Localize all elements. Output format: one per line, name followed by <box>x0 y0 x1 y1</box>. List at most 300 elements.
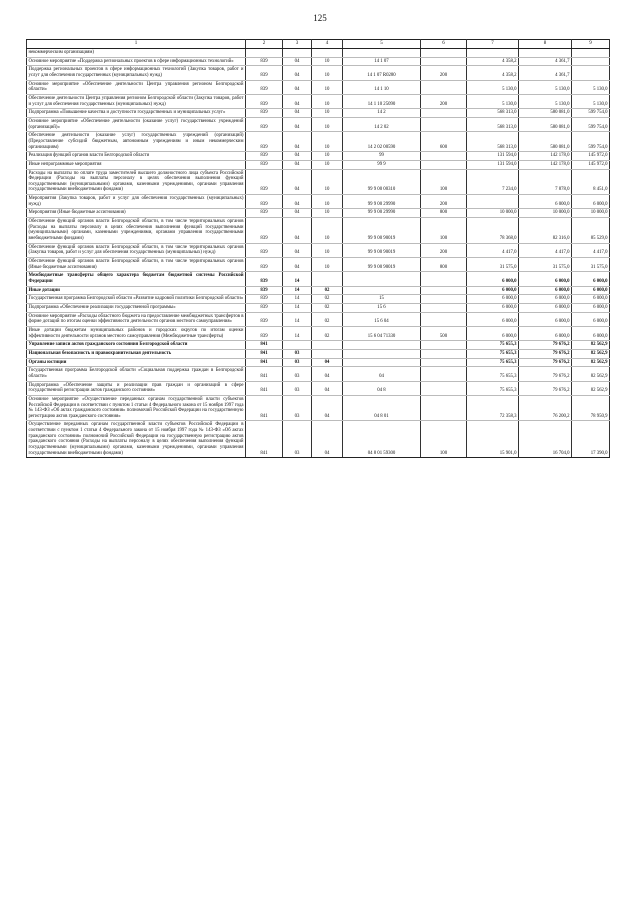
row-name: Поддержка региональных проектов в сфере информационных технологий (Закупка товаров, работ и услуг для обеспечения государственных (муниципальных) нужд) <box>27 66 246 80</box>
amount-year-3: 6 000,0 <box>572 295 610 304</box>
subsection-code: 02 <box>312 326 343 340</box>
row-name: Мероприятия (Закупка товаров, работ и услуг для обеспечения государственных (муниципальных) нужд) <box>27 195 246 209</box>
gr-code: 839 <box>246 80 283 94</box>
amount-year-2: 79 676,2 <box>519 358 572 367</box>
section-code: 03 <box>283 381 312 395</box>
subsection-code: 10 <box>312 218 343 244</box>
subsection-code: 04 <box>312 367 343 381</box>
gr-code: 839 <box>246 132 283 152</box>
subsection-code: 10 <box>312 109 343 118</box>
gr-code: 841 <box>246 358 283 367</box>
expense-type <box>421 303 467 312</box>
amount-year-3: 6 000,0 <box>572 312 610 326</box>
gr-code: 839 <box>246 117 283 131</box>
amount-year-2: 6 000,0 <box>519 195 572 209</box>
subsection-code <box>312 49 343 58</box>
subsection-code: 10 <box>312 117 343 131</box>
section-code: 04 <box>283 66 312 80</box>
amount-year-1 <box>467 49 519 58</box>
section-code: 04 <box>283 80 312 94</box>
amount-year-1: 6 000,0 <box>467 295 519 304</box>
amount-year-3: 8 451,0 <box>572 169 610 195</box>
gr-code: 839 <box>246 66 283 80</box>
target-article: 99 9 00 00310 <box>343 169 421 195</box>
gr-code: 839 <box>246 218 283 244</box>
amount-year-3: 599 754,0 <box>572 117 610 131</box>
amount-year-2: 4 417,0 <box>519 243 572 257</box>
subsection-code: 10 <box>312 152 343 161</box>
expense-type <box>421 381 467 395</box>
amount-year-3 <box>572 49 610 58</box>
row-name: Государственная программа Белгородской области «Социальная поддержка граждан в Белгородской области» <box>27 367 246 381</box>
amount-year-1: 6 000,0 <box>467 286 519 295</box>
table-row <box>27 218 610 244</box>
row-name: Обеспечение функций органов власти Белгородской области, в том числе территориальных органов (Иные бюджетные ассигнования) <box>27 258 246 272</box>
col-header: 5 <box>343 40 421 49</box>
gr-code <box>246 49 283 58</box>
section-code: 04 <box>283 243 312 257</box>
subsection-code: 02 <box>312 295 343 304</box>
target-article: 15 6 04 <box>343 312 421 326</box>
gr-code: 839 <box>246 160 283 169</box>
section-code: 04 <box>283 258 312 272</box>
subsection-code <box>312 272 343 286</box>
section-code: 03 <box>283 395 312 421</box>
amount-year-3: 10 000,0 <box>572 209 610 218</box>
table-row <box>27 152 610 161</box>
table-row <box>27 66 610 80</box>
amount-year-1: 6 000,0 <box>467 272 519 286</box>
amount-year-3: 6 000,0 <box>572 195 610 209</box>
table-row <box>27 367 610 381</box>
section-code: 03 <box>283 367 312 381</box>
table-row <box>27 272 610 286</box>
target-article: 15 6 04 71330 <box>343 326 421 340</box>
target-article: 15 6 <box>343 303 421 312</box>
expense-type <box>421 49 467 58</box>
expense-type <box>421 341 467 350</box>
amount-year-2: 580 081,0 <box>519 132 572 152</box>
table-row <box>27 349 610 358</box>
section-code: 04 <box>283 94 312 108</box>
expense-type <box>421 109 467 118</box>
section-code: 14 <box>283 303 312 312</box>
amount-year-1: 568 313,0 <box>467 117 519 131</box>
amount-year-2: 10 000,0 <box>519 209 572 218</box>
amount-year-2: 5 130,0 <box>519 80 572 94</box>
amount-year-2: 142 178,0 <box>519 160 572 169</box>
expense-type <box>421 349 467 358</box>
section-code: 03 <box>283 358 312 367</box>
gr-code: 839 <box>246 286 283 295</box>
amount-year-1: 75 655,3 <box>467 381 519 395</box>
table-row <box>27 258 610 272</box>
amount-year-3: 6 000,0 <box>572 303 610 312</box>
section-code: 14 <box>283 295 312 304</box>
table-row <box>27 326 610 340</box>
expense-type <box>421 295 467 304</box>
section-code: 04 <box>283 57 312 66</box>
expense-type <box>421 117 467 131</box>
amount-year-3: 82 562,9 <box>572 358 610 367</box>
gr-code: 839 <box>246 169 283 195</box>
target-article: 99 9 00 29990 <box>343 209 421 218</box>
amount-year-1: 568 313,0 <box>467 132 519 152</box>
subsection-code: 04 <box>312 381 343 395</box>
amount-year-1: 6 000,0 <box>467 326 519 340</box>
target-article: 04 8 01 59300 <box>343 421 421 458</box>
amount-year-1: 568 313,0 <box>467 109 519 118</box>
subsection-code: 10 <box>312 243 343 257</box>
table-row <box>27 303 610 312</box>
amount-year-1: 7 234,0 <box>467 169 519 195</box>
amount-year-1: 10 000,0 <box>467 209 519 218</box>
col-header: 6 <box>421 40 467 49</box>
gr-code: 839 <box>246 295 283 304</box>
subsection-code: 10 <box>312 57 343 66</box>
target-article: 14 2 <box>343 109 421 118</box>
row-name: некоммерческим организациям) <box>27 49 246 58</box>
amount-year-2 <box>519 49 572 58</box>
gr-code: 839 <box>246 258 283 272</box>
expense-type: 500 <box>421 326 467 340</box>
gr-code: 841 <box>246 341 283 350</box>
amount-year-3 <box>572 66 610 80</box>
amount-year-3: 145 972,0 <box>572 152 610 161</box>
amount-year-2: 142 178,0 <box>519 152 572 161</box>
row-name: Основное мероприятие «Расходы областного бюджета на предоставление межбюджетных трансфертов в форме дотаций по итогам оценки эффективности деятельности органов местного самоуправления» <box>27 312 246 326</box>
row-name: Основное мероприятие «Осуществление переданных органам государственной власти субъектов Российской Федерации в соответствии с пунктом 1 статьи 4 Федерального закона от 15 ноября 1997 года № 143-ФЗ «Об актах гражданского состояния» полномочий Российской Федерации на государственную регистрацию актов гражданского состояния» <box>27 395 246 421</box>
amount-year-1: 6 000,0 <box>467 312 519 326</box>
amount-year-3: 599 754,0 <box>572 132 610 152</box>
target-article <box>343 358 421 367</box>
target-article: 14 1 07 R0280 <box>343 66 421 80</box>
expense-type <box>421 57 467 66</box>
gr-code: 839 <box>246 303 283 312</box>
amount-year-3: 82 562,9 <box>572 341 610 350</box>
table-row <box>27 57 610 66</box>
target-article: 14 2 02 <box>343 117 421 131</box>
amount-year-3 <box>572 57 610 66</box>
target-article: 14 1 10 25090 <box>343 94 421 108</box>
amount-year-1: 75 655,3 <box>467 341 519 350</box>
expense-type <box>421 312 467 326</box>
row-name: Обеспечение функций органов власти Белгородской области, в том числе территориальных органов (Расходы на выплаты персоналу в целях обеспечения выполнения функций государственными (муниципальными) органами, казенными учреждениями, органами управления государственными внебюджетными фондами) <box>27 218 246 244</box>
subsection-code: 10 <box>312 132 343 152</box>
expense-type <box>421 160 467 169</box>
amount-year-3: 31 575,0 <box>572 258 610 272</box>
section-code: 14 <box>283 312 312 326</box>
subsection-code: 02 <box>312 303 343 312</box>
subsection-code: 10 <box>312 169 343 195</box>
subsection-code: 10 <box>312 66 343 80</box>
table-row <box>27 395 610 421</box>
section-code: 04 <box>283 160 312 169</box>
amount-year-3: 599 754,0 <box>572 109 610 118</box>
table-row <box>27 169 610 195</box>
row-name: Иные дотации <box>27 286 246 295</box>
amount-year-1: 131 594,0 <box>467 152 519 161</box>
amount-year-2: 6 000,0 <box>519 326 572 340</box>
target-article <box>343 349 421 358</box>
amount-year-2: 76 200,2 <box>519 395 572 421</box>
amount-year-1: 72 358,3 <box>467 395 519 421</box>
target-article: 04 8 <box>343 381 421 395</box>
target-article <box>343 49 421 58</box>
section-code: 04 <box>283 195 312 209</box>
target-article: 14 1 10 <box>343 80 421 94</box>
row-name: Межбюджетные трансферты общего характера бюджетам бюджетной системы Российской Федерации <box>27 272 246 286</box>
expense-type: 200 <box>421 243 467 257</box>
amount-year-1: 4 417,0 <box>467 243 519 257</box>
amount-year-2: 79 676,2 <box>519 341 572 350</box>
section-code: 14 <box>283 272 312 286</box>
page-number: 125 <box>313 13 327 23</box>
row-name: Основное мероприятие «Обеспечение деятельности (оказание услуг) государственных учреждений (организаций)» <box>27 117 246 131</box>
amount-year-1: 31 575,0 <box>467 258 519 272</box>
amount-year-2: 6 000,0 <box>519 303 572 312</box>
row-name: Мероприятия (Иные бюджетные ассигнования) <box>27 209 246 218</box>
row-name: Основное мероприятие «Обеспечение деятельности Центра управления регионом Белгородской области» <box>27 80 246 94</box>
amount-year-3: 78 950,9 <box>572 395 610 421</box>
section-code: 04 <box>283 209 312 218</box>
target-article: 99 <box>343 152 421 161</box>
row-name: Управление записи актов гражданского состояния Белгородской области <box>27 341 246 350</box>
table-row <box>27 49 610 58</box>
row-name: Основное мероприятие «Поддержка региональных проектов в сфере информационных технологий» <box>27 57 246 66</box>
gr-code: 841 <box>246 421 283 458</box>
subsection-code: 02 <box>312 286 343 295</box>
amount-year-1: 75 655,3 <box>467 349 519 358</box>
section-code: 04 <box>283 132 312 152</box>
amount-year-1: 4 358,2 <box>467 57 519 66</box>
col-header: 2 <box>246 40 283 49</box>
expense-type: 600 <box>421 132 467 152</box>
amount-year-3: 82 562,9 <box>572 381 610 395</box>
amount-year-3: 6 000,0 <box>572 272 610 286</box>
amount-year-2: 5 130,0 <box>519 94 572 108</box>
row-name: Органы юстиции <box>27 358 246 367</box>
row-name: Обеспечение деятельности Центра управления регионом Белгородской области (Закупка товаров, работ и услуг для обеспечения государственных (муниципальных) нужд) <box>27 94 246 108</box>
amount-year-2: 4 361,7 <box>519 66 572 80</box>
subsection-code: 04 <box>312 395 343 421</box>
table-row <box>27 421 610 458</box>
amount-year-1: 78 368,0 <box>467 218 519 244</box>
amount-year-2: 6 000,0 <box>519 272 572 286</box>
amount-year-1: 5 130,0 <box>467 94 519 108</box>
target-article <box>343 286 421 295</box>
subsection-code: 10 <box>312 209 343 218</box>
section-code: 04 <box>283 218 312 244</box>
table-header-row <box>27 40 610 49</box>
gr-code: 839 <box>246 272 283 286</box>
target-article: 14 1 07 <box>343 57 421 66</box>
amount-year-2: 6 000,0 <box>519 295 572 304</box>
amount-year-1: 131 594,0 <box>467 160 519 169</box>
table-row <box>27 312 610 326</box>
subsection-code: 10 <box>312 160 343 169</box>
expense-type: 200 <box>421 195 467 209</box>
amount-year-2: 82 316,0 <box>519 218 572 244</box>
target-article <box>343 341 421 350</box>
col-header: 4 <box>312 40 343 49</box>
subsection-code <box>312 341 343 350</box>
target-article: 99 9 00 29990 <box>343 195 421 209</box>
row-name: Подпрограмма «Повышение качества и доступности государственных и муниципальных услуг» <box>27 109 246 118</box>
section-code: 04 <box>283 109 312 118</box>
col-header: 3 <box>283 40 312 49</box>
gr-code: 839 <box>246 326 283 340</box>
target-article: 14 2 02 00590 <box>343 132 421 152</box>
subsection-code: 02 <box>312 312 343 326</box>
row-name: Реализация функций органов власти Белгородской области <box>27 152 246 161</box>
target-article: 15 <box>343 295 421 304</box>
amount-year-3: 5 130,0 <box>572 94 610 108</box>
amount-year-3: 6 000,0 <box>572 286 610 295</box>
gr-code: 841 <box>246 381 283 395</box>
expense-type: 200 <box>421 94 467 108</box>
section-code: 04 <box>283 117 312 131</box>
table-row <box>27 160 610 169</box>
subsection-code: 10 <box>312 258 343 272</box>
table-row <box>27 209 610 218</box>
col-header: 8 <box>519 40 572 49</box>
expense-type <box>421 358 467 367</box>
amount-year-2: 16 704,0 <box>519 421 572 458</box>
target-article <box>343 272 421 286</box>
expense-type: 100 <box>421 218 467 244</box>
target-article: 99 9 00 90019 <box>343 258 421 272</box>
amount-year-2: 79 676,2 <box>519 381 572 395</box>
gr-code: 839 <box>246 312 283 326</box>
expense-type <box>421 80 467 94</box>
row-name: Осуществление переданных органам государственной власти субъектов Российской Федерации в соответствии с пунктом 1 статьи 4 Федерального закона от 15 ноября 1997 года № 143-ФЗ «Об актах гражданского состояния» полномочий Российской Федерации на государственную регистрацию актов гражданского состояния (Расходы на выплаты персоналу в целях обеспечения выполнения функций государственными (муниципальными) органами, казенными учреждениями, органами управления государственными внебюджетными фондами) <box>27 421 246 458</box>
gr-code: 841 <box>246 367 283 381</box>
col-header: 7 <box>467 40 519 49</box>
table-row <box>27 243 610 257</box>
amount-year-1: 6 000,0 <box>467 303 519 312</box>
amount-year-2: 79 676,2 <box>519 367 572 381</box>
row-name: Государственная программа Белгородской области «Развитие кадровой политики Белгородской области» <box>27 295 246 304</box>
section-code: 04 <box>283 152 312 161</box>
amount-year-2: 4 361,7 <box>519 57 572 66</box>
amount-year-1 <box>467 195 519 209</box>
amount-year-1: 75 655,3 <box>467 358 519 367</box>
table-row <box>27 358 610 367</box>
table-row <box>27 80 610 94</box>
section-code: 03 <box>283 349 312 358</box>
target-article: 99 9 00 90019 <box>343 218 421 244</box>
amount-year-3: 6 000,0 <box>572 326 610 340</box>
amount-year-3: 82 562,9 <box>572 367 610 381</box>
table-row <box>27 341 610 350</box>
section-code: 14 <box>283 326 312 340</box>
gr-code: 839 <box>246 195 283 209</box>
col-header: 1 <box>27 40 246 49</box>
expense-type: 100 <box>421 421 467 458</box>
amount-year-3: 85 529,0 <box>572 218 610 244</box>
row-name: Подпрограмма «Обеспечение реализации государственной программы» <box>27 303 246 312</box>
amount-year-3: 5 130,0 <box>572 80 610 94</box>
section-code <box>283 341 312 350</box>
amount-year-3: 17 390,0 <box>572 421 610 458</box>
expense-type: 800 <box>421 258 467 272</box>
expense-type <box>421 395 467 421</box>
row-name: Иные дотации бюджетам муниципальных районов и городских округов по итогам оценки эффективности деятельности органов местного самоуправления (Межбюджетные трансферты) <box>27 326 246 340</box>
amount-year-1: 75 655,3 <box>467 367 519 381</box>
gr-code: 839 <box>246 57 283 66</box>
amount-year-2: 6 000,0 <box>519 312 572 326</box>
amount-year-1: 5 130,0 <box>467 80 519 94</box>
row-name: Обеспечение функций органов власти Белгородской области, в том числе территориальных органов (Закупка товаров, работ и услуг для обеспечения государственных (муниципальных) нужд) <box>27 243 246 257</box>
amount-year-3: 4 417,0 <box>572 243 610 257</box>
table-row <box>27 195 610 209</box>
amount-year-3: 145 972,0 <box>572 160 610 169</box>
amount-year-1: 15 901,0 <box>467 421 519 458</box>
subsection-code: 10 <box>312 94 343 108</box>
gr-code: 839 <box>246 94 283 108</box>
amount-year-3: 82 562,9 <box>572 349 610 358</box>
expense-type <box>421 152 467 161</box>
budget-table <box>26 39 610 458</box>
target-article: 04 <box>343 367 421 381</box>
expense-type <box>421 272 467 286</box>
subsection-code: 10 <box>312 195 343 209</box>
expense-type <box>421 286 467 295</box>
table-body <box>27 49 610 458</box>
table-row <box>27 381 610 395</box>
row-name: Обеспечение деятельности (оказание услуг) государственных учреждений (организаций) (Предоставление субсидий бюджетным, автономным учреждениям и иным некоммерческим организациям) <box>27 132 246 152</box>
table-row <box>27 286 610 295</box>
table-row <box>27 94 610 108</box>
amount-year-1: 4 358,2 <box>467 66 519 80</box>
row-name: Национальная безопасность и правоохранительная деятельность <box>27 349 246 358</box>
amount-year-2: 31 575,0 <box>519 258 572 272</box>
amount-year-2: 580 081,0 <box>519 109 572 118</box>
gr-code: 841 <box>246 395 283 421</box>
target-article: 04 8 01 <box>343 395 421 421</box>
section-code: 03 <box>283 421 312 458</box>
table-row <box>27 295 610 304</box>
table-row <box>27 117 610 131</box>
gr-code: 839 <box>246 109 283 118</box>
expense-type: 200 <box>421 66 467 80</box>
section-code: 04 <box>283 169 312 195</box>
subsection-code <box>312 349 343 358</box>
table-row <box>27 132 610 152</box>
gr-code: 839 <box>246 243 283 257</box>
row-name: Расходы на выплаты по оплате труда заместителей высшего должностного лица субъекта Российской Федерации (Расходы на выплаты персоналу в целях обеспечения выполнения функций государственными (муниципальными) органами, казенными учреждениями, органами управления государственными внебюджетными фондами) <box>27 169 246 195</box>
subsection-code: 04 <box>312 421 343 458</box>
section-code: 14 <box>283 286 312 295</box>
subsection-code: 10 <box>312 80 343 94</box>
target-article: 99 9 00 90019 <box>343 243 421 257</box>
expense-type: 800 <box>421 209 467 218</box>
gr-code: 839 <box>246 209 283 218</box>
expense-type <box>421 367 467 381</box>
expense-type: 100 <box>421 169 467 195</box>
gr-code: 841 <box>246 349 283 358</box>
table-row <box>27 109 610 118</box>
gr-code: 839 <box>246 152 283 161</box>
subsection-code: 04 <box>312 358 343 367</box>
row-name: Подпрограмма «Обеспечение защиты и реализации прав граждан и организаций в сфере государственной регистрации актов гражданского состояния» <box>27 381 246 395</box>
section-code <box>283 49 312 58</box>
amount-year-2: 79 676,2 <box>519 349 572 358</box>
col-header: 9 <box>572 40 610 49</box>
amount-year-2: 7 878,0 <box>519 169 572 195</box>
row-name: Иные непрограммные мероприятия <box>27 160 246 169</box>
